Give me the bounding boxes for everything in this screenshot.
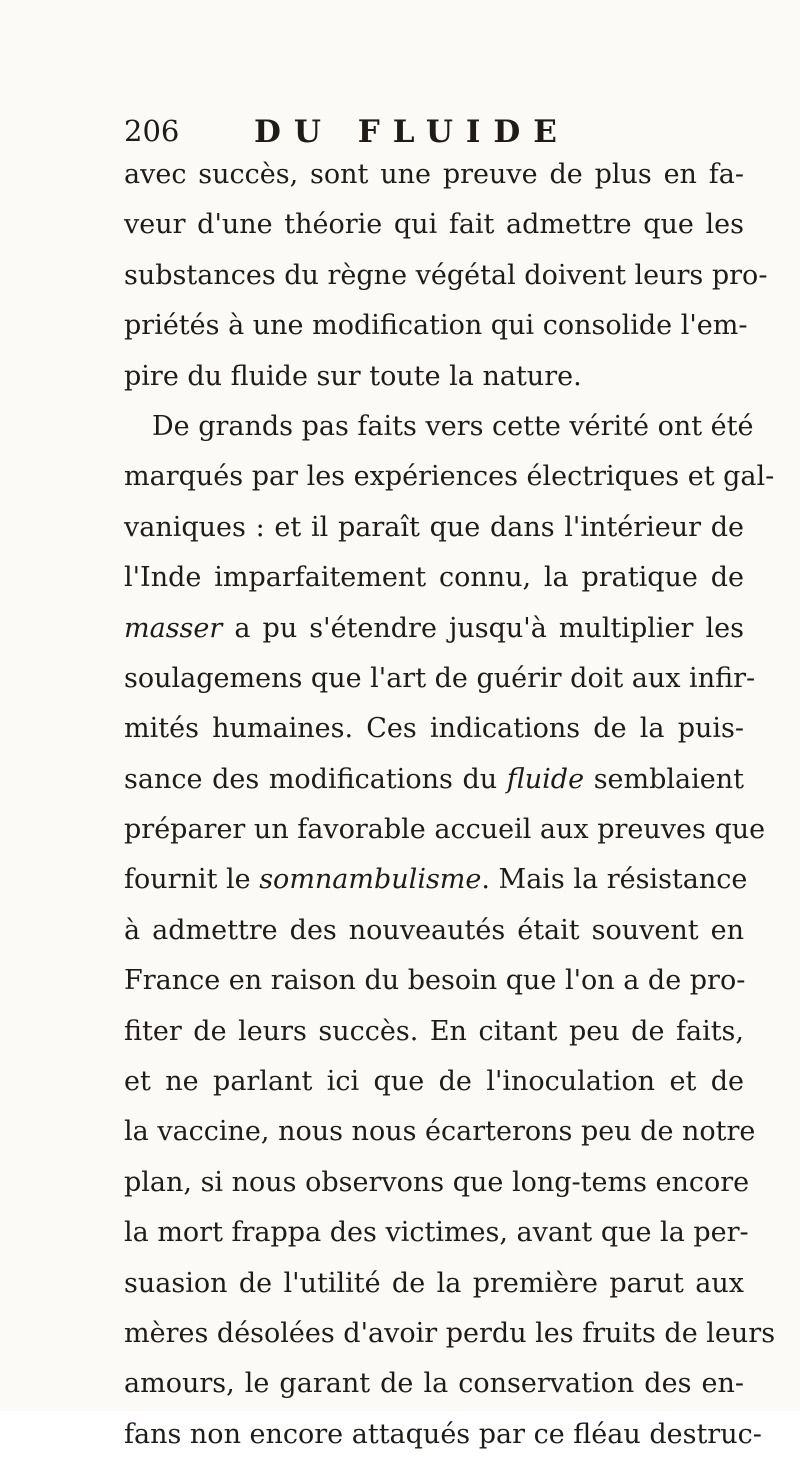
text-segment: la mort frappa des victimes, avant que la per- (124, 1217, 749, 1249)
text-line (124, 553, 744, 603)
text-segment: soulagemens que l'art de guérir doit aux infir- (124, 662, 756, 694)
text-line (124, 301, 748, 351)
text-line (124, 1208, 749, 1258)
text-segment: De grands pas faits vers cette vérité ont été (152, 410, 754, 442)
text-segment: fiter de leurs succès. En citant peu de faits, (124, 1015, 744, 1047)
text-segment: sance des modifications du (124, 763, 507, 795)
page-header (124, 114, 744, 154)
text-line (124, 503, 744, 553)
text-segment: France en raison du besoin que l'on a de pro- (124, 965, 746, 997)
text-segment: suasion de l'utilité de la première parut aux (124, 1267, 744, 1299)
text-segment: fournit le (124, 864, 260, 896)
text-line (124, 1057, 744, 1107)
text-line (124, 1158, 750, 1208)
text-segment: vaniques : et il paraît que dans l'intérieur de (124, 511, 744, 543)
text-line (124, 654, 756, 704)
text-segment: veur d'une théorie qui fait admettre que les (124, 209, 744, 241)
text-segment: mères désolées d'avoir perdu les fruits de leurs (124, 1317, 776, 1349)
text-line (124, 704, 744, 754)
text-line (124, 805, 766, 855)
running-title: DU FLUIDE (254, 114, 570, 150)
italic-text: somnambulisme (259, 864, 482, 896)
text-segment: préparer un favorable accueil aux preuves que (124, 814, 766, 846)
text-segment: plan, si nous observons que long-tems encore (124, 1166, 750, 1198)
text-segment: la vaccine, nous nous écarterons peu de notre (124, 1116, 756, 1148)
text-line (124, 352, 744, 402)
text-line (124, 251, 768, 301)
text-line (124, 150, 744, 200)
text-line (124, 402, 754, 452)
text-line (124, 855, 748, 905)
text-line (124, 1410, 762, 1460)
text-line (124, 1107, 756, 1157)
text-line (124, 1309, 776, 1359)
text-segment: pire du fluide sur toute la nature. (124, 360, 582, 392)
page-number: 206 (124, 114, 180, 148)
text-segment: mités humaines. Ces indications de la puis- (124, 713, 744, 745)
text-line (124, 200, 744, 250)
text-segment: . Mais la résistance (481, 864, 748, 896)
text-line (124, 755, 744, 805)
text-segment: marqués par les expériences électriques et gal- (124, 461, 775, 493)
text-segment: semblaient (584, 763, 745, 795)
text-segment: priétés à une modification qui consolide l'em- (124, 310, 748, 342)
text-segment: avec succès, sont une preuve de plus en fa- (124, 159, 744, 190)
italic-text: masser (124, 612, 223, 644)
text-segment: et ne parlant ici que de l'inoculation et de (124, 1066, 744, 1098)
text-line (124, 452, 775, 502)
text-line (124, 604, 744, 654)
text-segment: a pu s'étendre jusqu'à multiplier les (222, 612, 744, 644)
text-line (124, 1259, 744, 1309)
text-line (124, 956, 744, 1006)
text-line (124, 906, 744, 956)
text-segment: fans non encore attaqués par ce fléau destruc- (124, 1418, 762, 1450)
text-segment: amours, le garant de la conservation des en- (124, 1368, 744, 1400)
text-segment: l'Inde imparfaitement connu, la pratique de (124, 562, 744, 594)
text-segment: substances du règne végétal doivent leurs pro- (124, 259, 768, 291)
text-line (124, 1359, 744, 1409)
text-line (124, 1007, 744, 1057)
italic-text: fluide (506, 763, 585, 795)
body-text (124, 150, 776, 1460)
text-segment: à admettre des nouveautés était souvent en (124, 914, 744, 946)
